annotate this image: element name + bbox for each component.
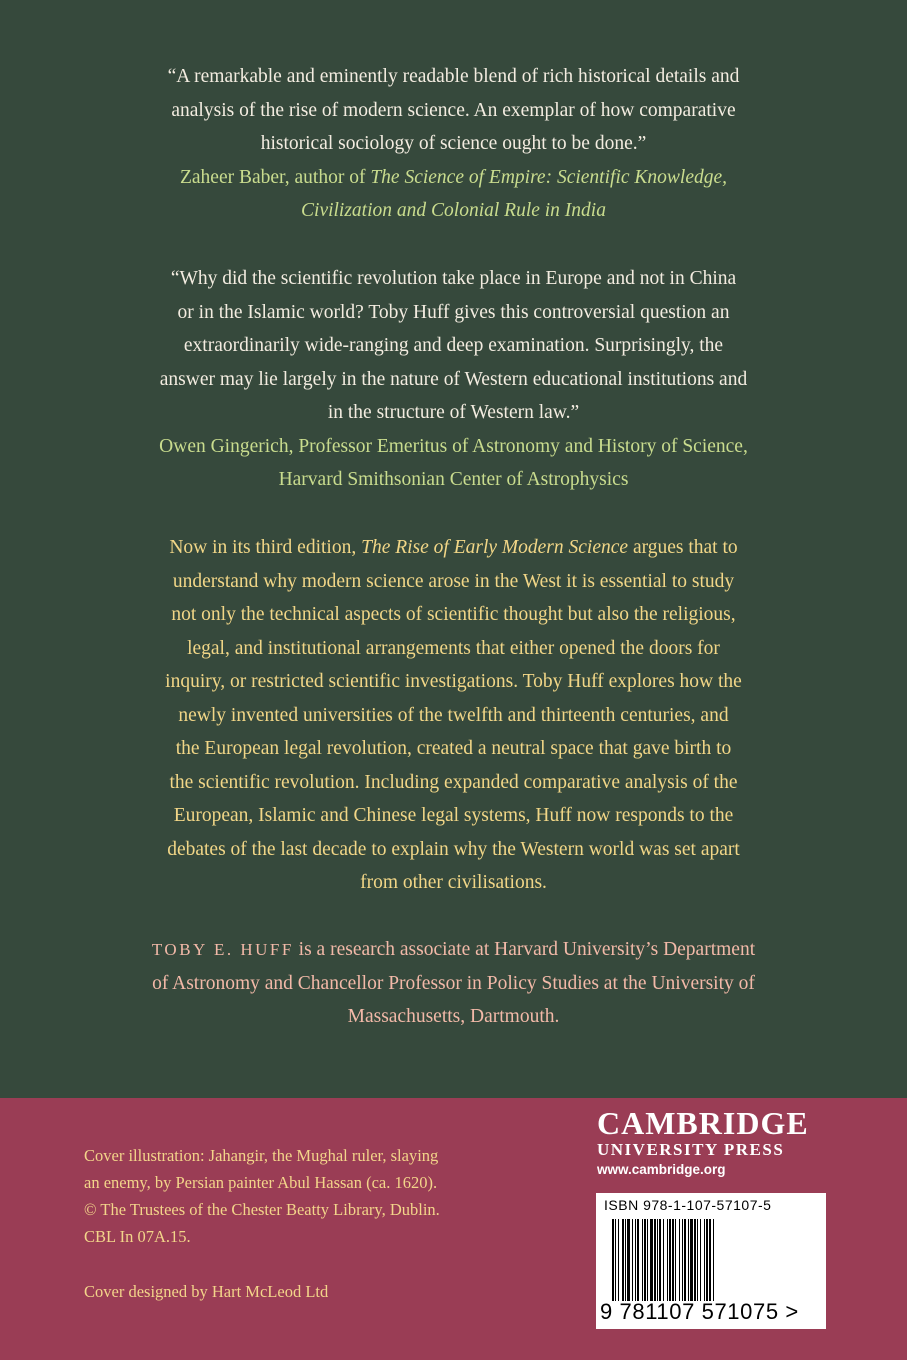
credit-line: an enemy, by Persian painter Abul Hassan (ca. 1620).: [84, 1173, 438, 1192]
credit-line: CBL In 07A.15.: [84, 1227, 191, 1246]
description-line: understand why modern science arose in the West it is essential to study: [172, 570, 735, 592]
bio-line: of Astronomy and Chancellor Professor in Policy Studies at the University of: [152, 972, 755, 994]
isbn-label: ISBN 978-1-107-57107-5: [604, 1197, 772, 1213]
description-line: from other civilisations.: [360, 872, 547, 893]
quote-line: analysis of the rise of modern science. An exemplar of how comparative: [171, 99, 736, 121]
quote-line: “A remarkable and eminently readable blend of rich historical details and: [167, 66, 740, 87]
description-text: argues that to: [628, 537, 738, 558]
publisher-subtitle: UNIVERSITY PRESS: [597, 1140, 785, 1159]
description-line: newly invented universities of the twelfth and thirteenth centuries, and: [178, 704, 729, 726]
description-line: inquiry, or restricted scientific investigations. Toby Huff explores how the: [165, 671, 742, 692]
quote-attribution: Harvard Smithsonian Center of Astrophysics: [278, 469, 629, 490]
quote-line: in the structure of Western law.”: [327, 402, 580, 423]
review-quote-baber: [60, 60, 847, 228]
quote-line: extraordinarily wide-ranging and deep examination. Surprisingly, the: [183, 335, 724, 356]
attribution-book-title: Civilization and Colonial Rule in India: [301, 200, 606, 221]
author-name: TOBY E. HUFF: [151, 940, 294, 959]
description-text: Now in its third edition,: [169, 537, 362, 558]
author-bio: [60, 933, 847, 1034]
attribution-prefix: Zaheer Baber, author of: [179, 166, 371, 188]
quote-attribution: [60, 161, 847, 195]
quote-line: historical sociology of science ought to be done.”: [260, 133, 647, 154]
quote-line: “Why did the scientific revolution take place in Europe and not in China: [170, 268, 737, 289]
description-line: debates of the last decade to explain why the Western world was set apart: [167, 838, 740, 860]
description-line: the European legal revolution, created a neutral space that gave birth to: [175, 738, 732, 759]
quote-line: or in the Islamic world? Toby Huff gives this controversial question an: [177, 301, 730, 323]
quote-line: answer may lie largely in the nature of Western educational institutions and: [159, 368, 748, 390]
barcode-digits: 9 781107 571075 >: [600, 1299, 799, 1324]
description-line: European, Islamic and Chinese legal systems, Huff now responds to the: [173, 805, 734, 826]
publisher-name: CAMBRIDGE: [597, 1105, 809, 1141]
isbn-barcode: [596, 1193, 826, 1329]
description-line: not only the technical aspects of scientific thought but also the religious,: [171, 604, 736, 625]
publisher-url: www.cambridge.org: [597, 1162, 726, 1177]
quote-attribution: [60, 194, 847, 228]
attribution-book-title: The Science of Empire: Scientific Knowledge,: [370, 166, 728, 188]
description-line: the scientific revolution. Including expanded comparative analysis of the: [169, 771, 738, 793]
bio-text: is a research associate at Harvard University’s Department: [293, 939, 756, 960]
description-line: legal, and institutional arrangements that either opened the doors for: [187, 637, 720, 659]
quote-attribution: Owen Gingerich, Professor Emeritus of Astronomy and History of Science,: [159, 435, 748, 457]
barcode-bars: [612, 1219, 812, 1301]
barcode-bar: [714, 1219, 715, 1301]
credit-line: © The Trustees of the Chester Beatty Library, Dublin.: [84, 1200, 440, 1219]
review-quote-gingerich: [60, 262, 847, 497]
book-description: [60, 531, 847, 900]
cover-illustration-credits: [84, 1142, 524, 1250]
publisher-logo: [597, 1106, 827, 1180]
book-title: The Rise of Early Modern Science: [361, 537, 629, 558]
description-line: [60, 531, 847, 565]
credit-line: Cover illustration: Jahangir, the Mughal ruler, slaying: [84, 1146, 439, 1165]
cover-designer-credit: Cover designed by Hart McLeod Ltd: [84, 1282, 329, 1301]
bio-line: Massachusetts, Dartmouth.: [347, 1006, 560, 1027]
bio-line: [60, 933, 847, 967]
